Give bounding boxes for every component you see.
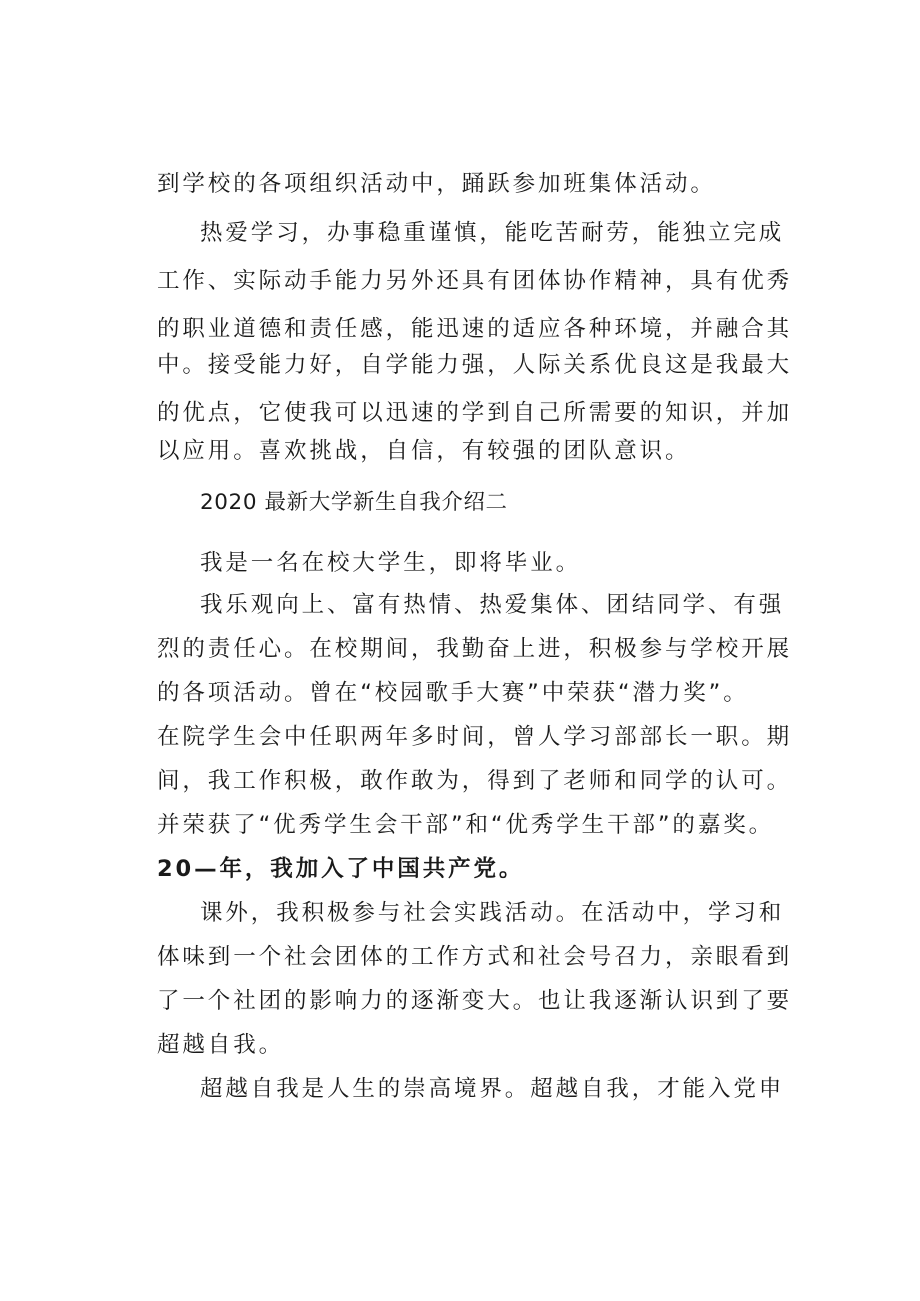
text-line: 热爱学习，办事稳重谨慎，能吃苦耐劳，能独立完成 bbox=[200, 220, 785, 246]
text-line: 课外，我积极参与社会实践活动。在活动中，学习和 bbox=[200, 900, 785, 926]
text-line: 到学校的各项组织活动中，踊跃参加班集体活动。 bbox=[157, 171, 716, 197]
text-line: 中。接受能力好，自学能力强，人际关系优良这是我最大 bbox=[157, 352, 793, 378]
section-heading: 2020 最新大学新生自我介绍二 bbox=[200, 490, 508, 515]
text-line: 的优点，它使我可以迅速的学到自己所需要的知识，并加 bbox=[157, 400, 793, 426]
text-line: 的各项活动。曾在“校园歌手大赛”中荣获“潜力奖”。 bbox=[157, 680, 749, 706]
text-line: 超越自我。 bbox=[157, 1032, 285, 1058]
text-line: 超越自我是人生的崇高境界。超越自我，才能入党申 bbox=[200, 1076, 785, 1102]
text-line: 我是一名在校大学生，即将毕业。 bbox=[200, 550, 582, 576]
text-line: 间，我工作积极，敢作敢为，得到了老师和同学的认可。 bbox=[157, 768, 793, 794]
text-line: 工作、实际动手能力另外还具有团体协作精神，具有优秀 bbox=[157, 268, 793, 294]
text-line: 20—年，我加入了中国共产党。 bbox=[157, 856, 525, 882]
text-line: 体味到一个社会团体的工作方式和社会号召力，亲眼看到 bbox=[157, 944, 793, 970]
text-line: 以应用。喜欢挑战，自信，有较强的团队意识。 bbox=[157, 438, 691, 464]
text-line: 了一个社团的影响力的逐渐变大。也让我逐渐认识到了要 bbox=[157, 988, 793, 1014]
text-line: 我乐观向上、富有热情、热爱集体、团结同学、有强 bbox=[200, 592, 785, 618]
text-line: 在院学生会中任职两年多时间，曾人学习部部长一职。期 bbox=[157, 724, 793, 750]
text-line: 烈的责任心。在校期间，我勤奋上进，积极参与学校开展 bbox=[157, 636, 793, 662]
text-line: 的职业道德和责任感，能迅速的适应各种环境，并融合其 bbox=[157, 316, 793, 342]
text-line: 并荣获了“优秀学生会干部”和“优秀学生干部”的嘉奖。 bbox=[157, 812, 775, 838]
